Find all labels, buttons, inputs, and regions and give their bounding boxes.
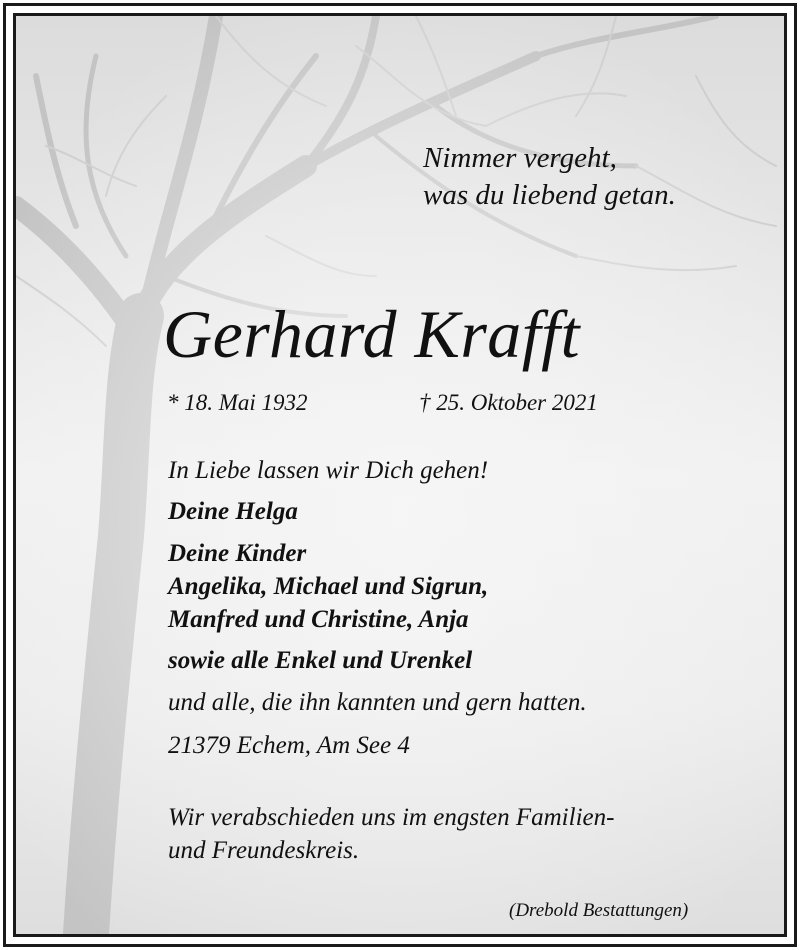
mourner-children-line-1: Angelika, Michael und Sigrun, [168,573,489,600]
motto-line-2: was du liebend getan. [423,179,676,211]
mourner-children-line-2: Manfred und Christine, Anja [168,606,469,633]
undertaker-credit: (Drebold Bestattungen) [509,900,689,921]
obituary-card [13,13,787,937]
mourner-wife: Deine Helga [168,498,298,525]
service-notice-line-1: Wir verabschieden uns im engsten Familien- [168,804,615,831]
motto-line-1: Nimmer vergeht, [423,142,617,174]
farewell-message: In Liebe lassen wir Dich gehen! [168,457,489,484]
mourner-others: und alle, die ihn kannten und gern hatten. [168,689,587,716]
service-notice [168,801,614,867]
death-date: † 25. Oktober 2021 [419,390,598,415]
birth-date: * 18. Mai 1932 [167,390,308,415]
outer-border-frame [3,3,797,947]
mourning-address: 21379 Echem, Am See 4 [168,732,410,759]
deceased-name: Gerhard Krafft [163,296,580,372]
motto-quote [423,140,676,214]
mourner-grandchildren: sowie alle Enkel und Urenkel [168,647,473,674]
service-notice-line-2: und Freundeskreis. [168,837,360,864]
mourner-children-heading: Deine Kinder [168,540,307,567]
